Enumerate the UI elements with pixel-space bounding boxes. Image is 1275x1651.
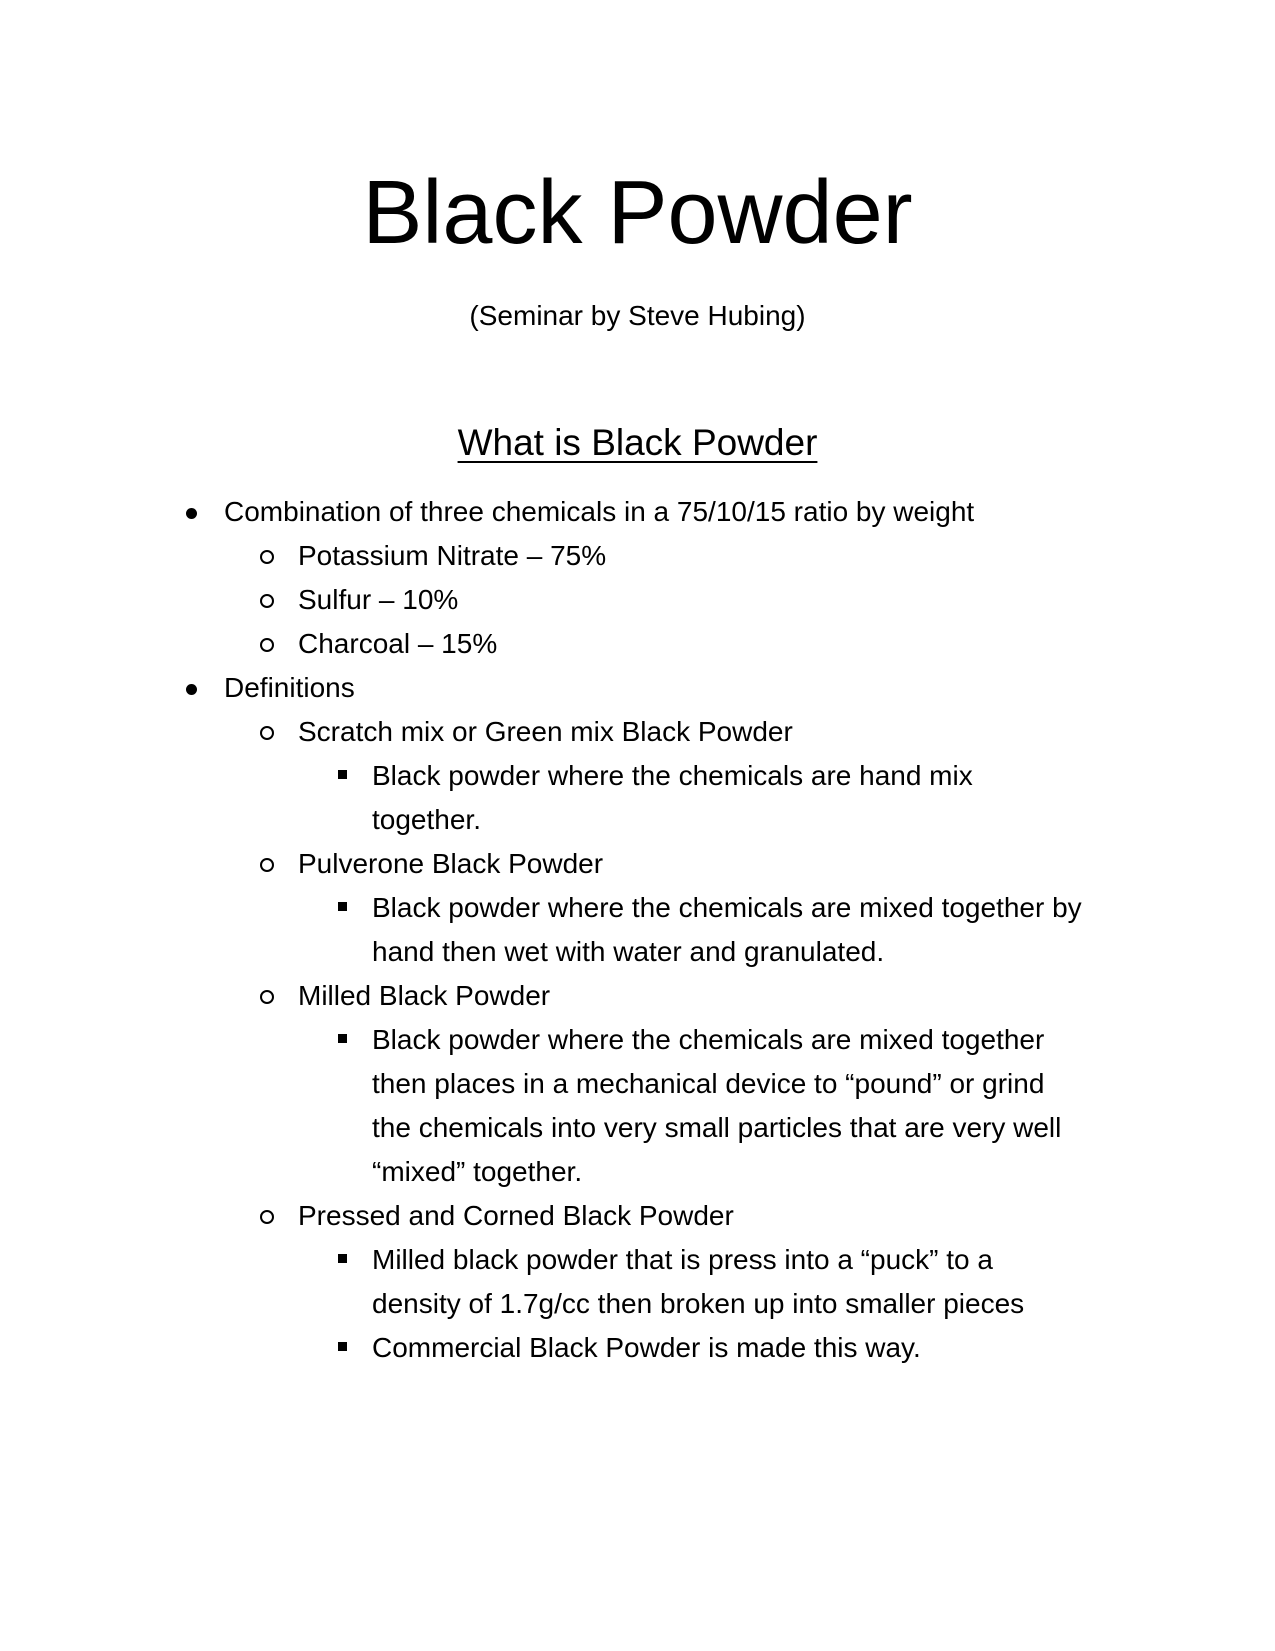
section-heading-text: What is Black Powder <box>457 422 818 463</box>
list-item-text: Definitions <box>224 672 355 703</box>
square-bullet-icon <box>338 1342 347 1351</box>
document-subtitle: (Seminar by Steve Hubing) <box>469 300 806 331</box>
square-bullet-icon <box>338 1254 347 1263</box>
list-item-text: Black powder where the chemicals are mixed together then places in a mechanical device to “pound” or grind the chemicals into very small particles that are very well “mixed” together. <box>372 1024 1062 1187</box>
list-item <box>0 534 1275 578</box>
sub-list-definitions <box>224 710 1275 1370</box>
circle-bullet-icon <box>260 550 274 564</box>
list-item <box>0 1238 1275 1326</box>
sub-sub-list <box>298 886 1275 974</box>
square-bullet-icon <box>338 1034 347 1043</box>
list-item <box>0 578 1275 622</box>
document-title: Black Powder <box>362 163 913 263</box>
list-item-text: Black powder where the chemicals are mixed together by hand then wet with water and granulated. <box>372 892 1082 967</box>
circle-bullet-icon <box>260 638 274 652</box>
list-item-text: Black powder where the chemicals are hand mix together. <box>372 760 973 835</box>
section-heading <box>0 420 1275 466</box>
list-item-text: Pulverone Black Powder <box>298 848 604 879</box>
sub-sub-list <box>298 1238 1275 1370</box>
circle-bullet-icon <box>260 990 274 1004</box>
sub-sub-list <box>298 754 1275 842</box>
disc-bullet-icon <box>186 684 197 695</box>
list-item <box>0 1018 1275 1194</box>
list-item <box>0 622 1275 666</box>
square-bullet-icon <box>338 770 347 779</box>
square-bullet-icon <box>338 902 347 911</box>
list-item <box>0 1326 1275 1370</box>
list-item-text: Pressed and Corned Black Powder <box>298 1200 734 1231</box>
list-item-text: Potassium Nitrate – 75% <box>298 540 607 571</box>
sub-list-ingredients <box>224 534 1275 666</box>
circle-bullet-icon <box>260 1210 274 1224</box>
content-list <box>0 490 1275 1370</box>
list-item <box>0 842 1275 974</box>
list-item-text: Scratch mix or Green mix Black Powder <box>298 716 793 747</box>
sub-sub-list <box>298 1018 1275 1194</box>
list-item-text: Charcoal – 15% <box>298 628 498 659</box>
list-item-text: Commercial Black Powder is made this way. <box>372 1332 921 1363</box>
list-item-text: Milled Black Powder <box>298 980 551 1011</box>
list-item-text: Milled black powder that is press into a “puck” to a density of 1.7g/cc then broken up into smaller pieces <box>372 1244 1025 1319</box>
list-item-text: Combination of three chemicals in a 75/10/15 ratio by weight <box>224 496 975 527</box>
list-item <box>0 886 1275 974</box>
list-item <box>0 754 1275 842</box>
circle-bullet-icon <box>260 726 274 740</box>
circle-bullet-icon <box>260 858 274 872</box>
list-item <box>0 710 1275 842</box>
list-item-text: Sulfur – 10% <box>298 584 459 615</box>
list-item <box>0 1194 1275 1370</box>
top-level-list <box>0 490 1275 1370</box>
list-item-definitions <box>0 666 1275 1370</box>
list-item <box>0 974 1275 1194</box>
list-item-composition <box>0 490 1275 666</box>
circle-bullet-icon <box>260 594 274 608</box>
disc-bullet-icon <box>186 508 197 519</box>
